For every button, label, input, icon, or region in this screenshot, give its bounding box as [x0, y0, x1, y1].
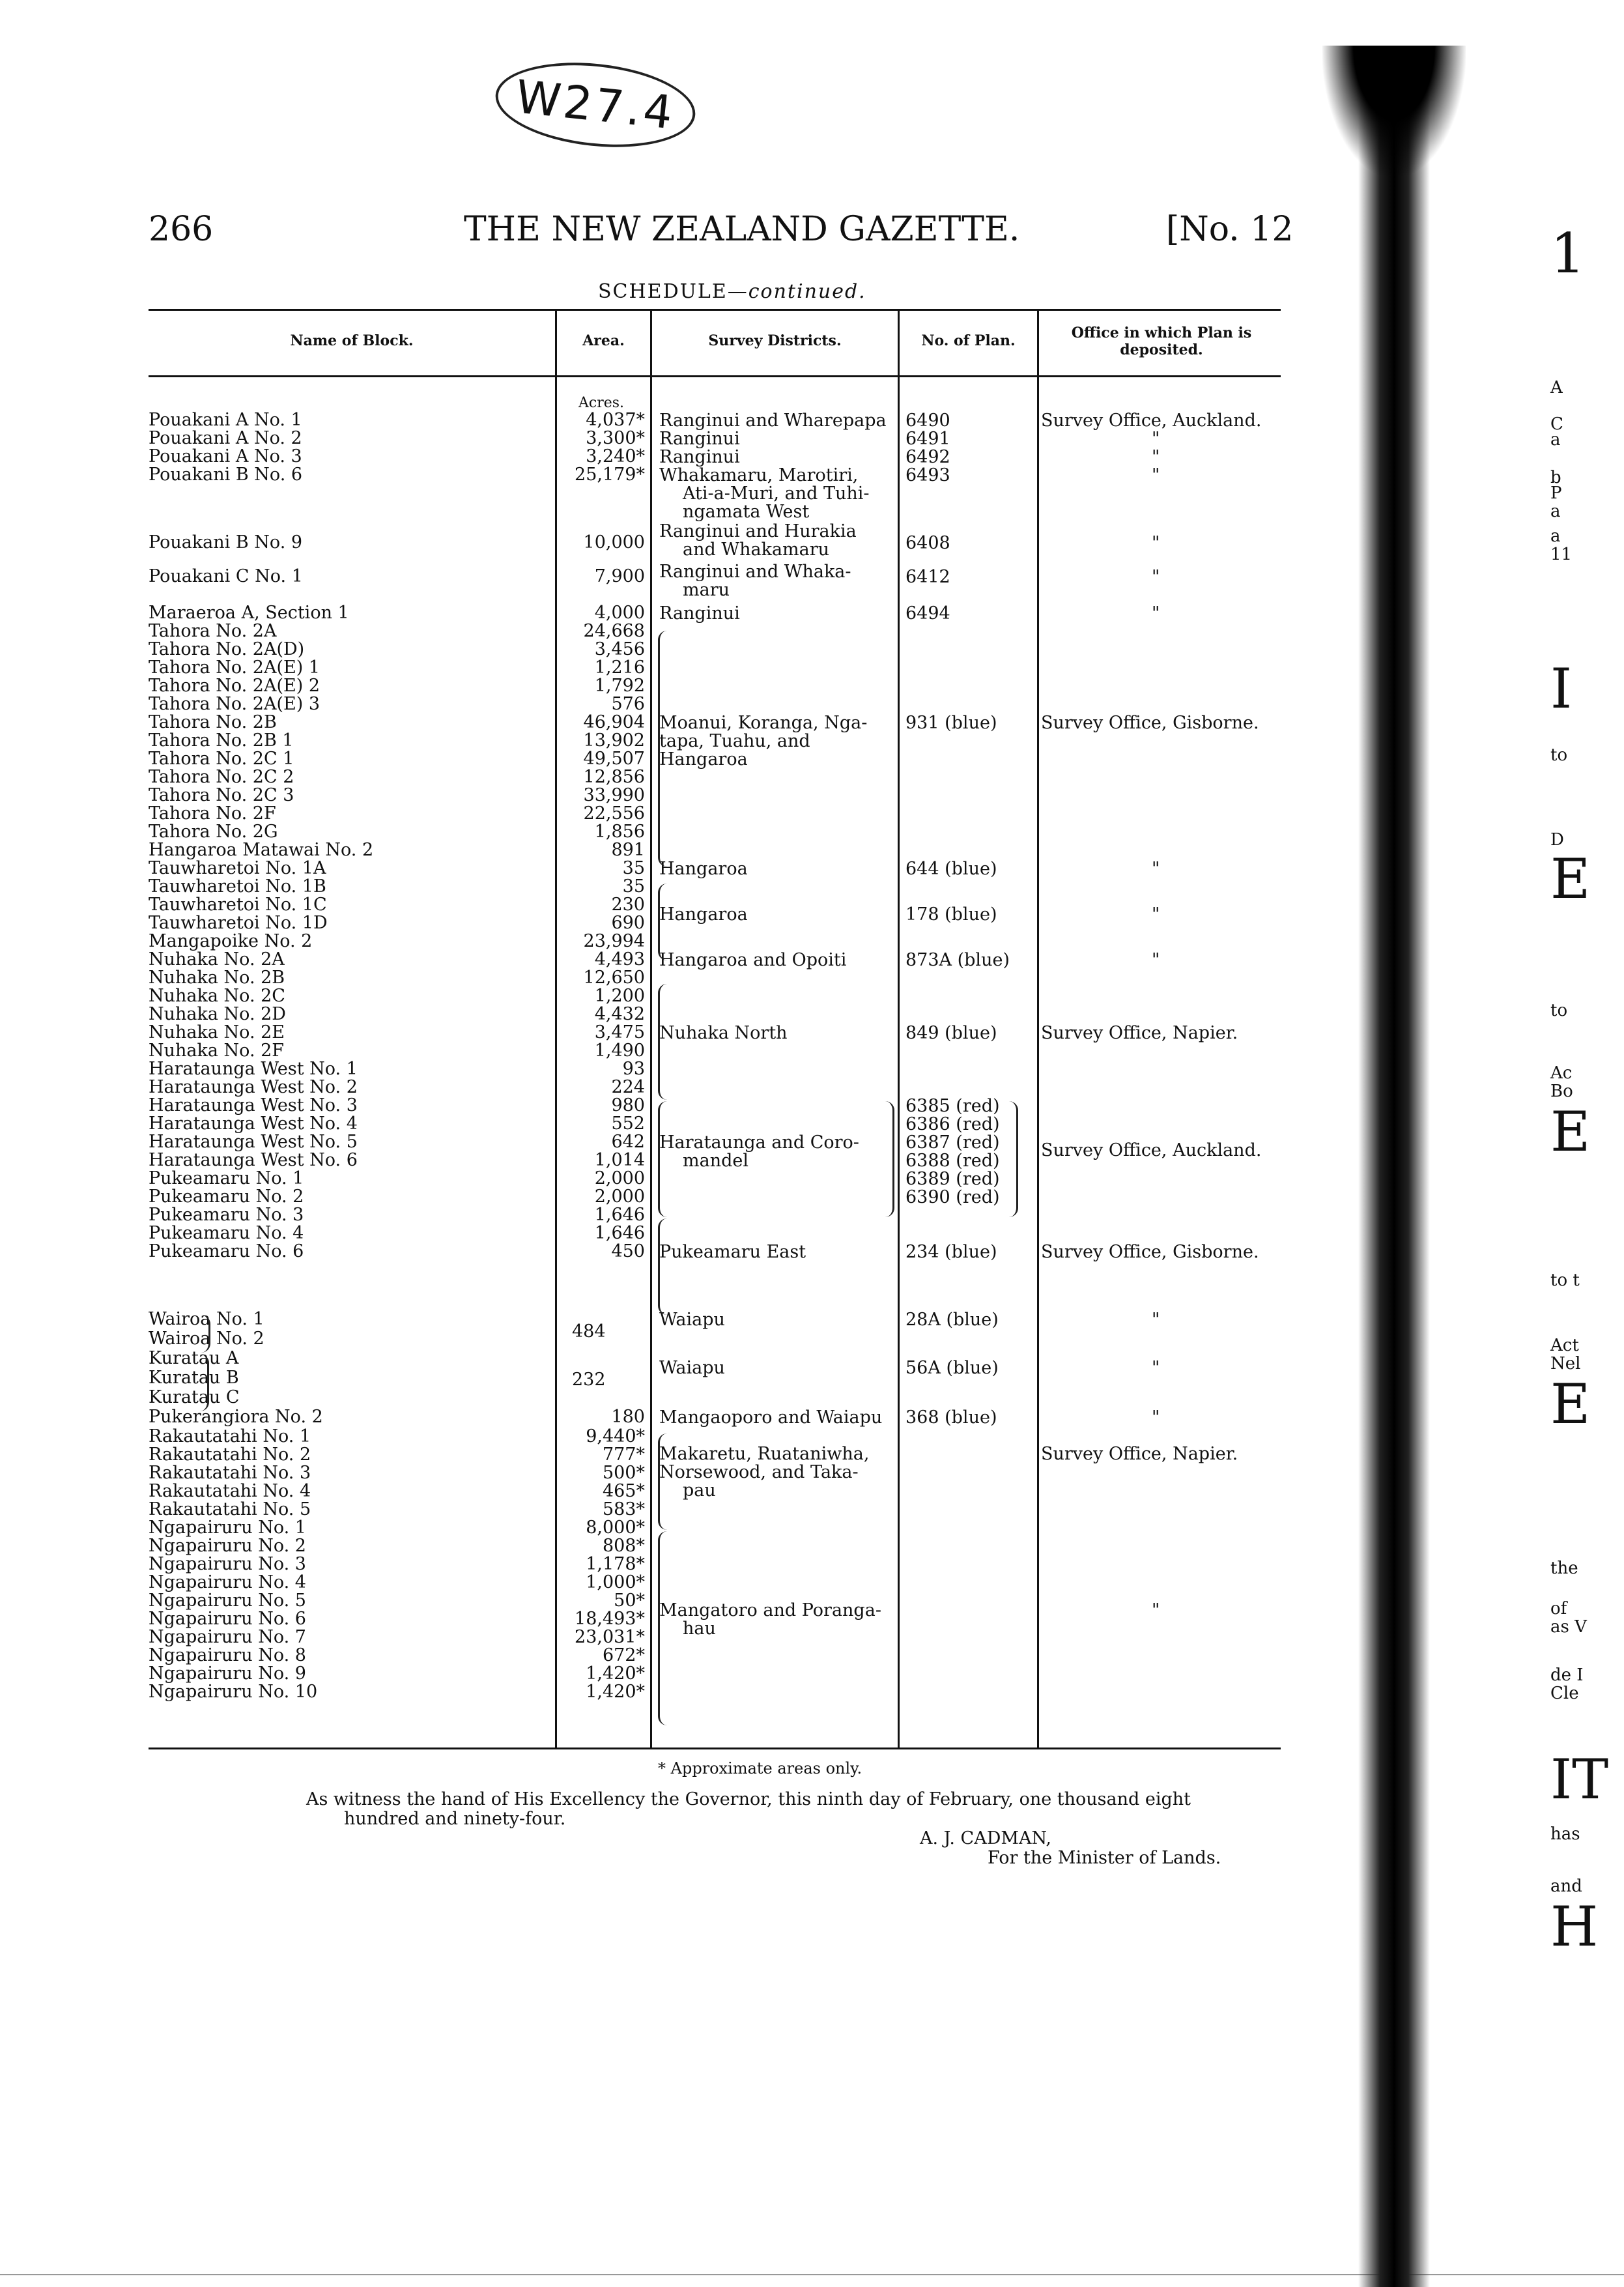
block-name: Ngapairuru No. 9	[149, 1663, 306, 1684]
brace-plan-right	[1008, 1101, 1018, 1217]
survey-district: Ranginui and Wharepapa	[659, 410, 887, 431]
block-name: Nuhaka No. 2F	[149, 1041, 285, 1061]
margin-text: Nel	[1550, 1354, 1581, 1374]
margin-text: b	[1550, 468, 1561, 487]
margin-text: to	[1550, 745, 1568, 765]
column-header-office: Office in which Plan is deposited.	[1071, 324, 1252, 358]
block-area: 8,000*	[586, 1517, 645, 1538]
block-name: Tahora No. 2C 2	[149, 767, 294, 787]
margin-text: E	[1550, 1372, 1591, 1436]
survey-office: Survey Office, Auckland.	[1041, 1140, 1262, 1160]
block-name: Rakautatahi No. 5	[149, 1499, 311, 1519]
block-area: 23,031*	[575, 1627, 645, 1647]
margin-text: A	[1550, 378, 1563, 397]
block-area: 4,432	[594, 1004, 645, 1024]
block-area: 3,456	[594, 639, 645, 659]
survey-office: Survey Office, Gisborne.	[1041, 1242, 1259, 1262]
plan-number: 6412	[905, 567, 950, 587]
block-name: Harataunga West No. 2	[149, 1077, 358, 1097]
margin-text: C	[1550, 414, 1563, 434]
plan-number: 368 (blue)	[905, 1407, 997, 1428]
survey-office: "	[1152, 950, 1160, 970]
survey-district: Mangatoro and Poranga-	[659, 1600, 881, 1620]
survey-district: Ranginui and Whaka-	[659, 562, 851, 582]
block-name: Harataunga West No. 6	[149, 1150, 358, 1170]
block-area: 3,475	[594, 1022, 645, 1043]
block-name: Pukeamaru No. 3	[149, 1205, 304, 1225]
block-area: 552	[611, 1114, 645, 1134]
brace-tauwharetoi	[658, 884, 668, 960]
survey-district: Makaretu, Ruataniwha,	[659, 1444, 870, 1464]
block-name: Tahora No. 2F	[149, 803, 276, 824]
survey-office: Survey Office, Napier.	[1041, 1023, 1238, 1043]
survey-office: "	[1152, 567, 1160, 587]
block-area: 7,900	[594, 566, 645, 586]
margin-text: 1	[1550, 222, 1586, 285]
margin-text: a	[1550, 526, 1561, 546]
survey-district: tapa, Tuahu, and	[659, 731, 810, 751]
block-area: 12,650	[583, 968, 645, 988]
block-name: Pouakani A No. 3	[149, 446, 302, 467]
brace-harataunga	[658, 1101, 668, 1217]
block-name: Pukeamaru No. 4	[149, 1223, 304, 1243]
margin-text: 11	[1550, 545, 1573, 564]
block-name: Ngapairuru No. 4	[149, 1572, 306, 1592]
block-area: 576	[611, 694, 645, 714]
block-name: Pukeamaru No. 2	[149, 1187, 304, 1207]
block-area: 1,856	[594, 822, 645, 842]
margin-text: has	[1550, 1824, 1580, 1844]
block-name: Maraeroa A, Section 1	[149, 603, 349, 623]
survey-district: maru	[683, 580, 730, 600]
plan-number: 6493	[905, 465, 950, 485]
block-name: Pouakani C No. 1	[149, 566, 303, 586]
column-divider-area	[555, 309, 557, 1748]
block-name: Kuratau A	[149, 1348, 239, 1368]
survey-office: "	[1152, 1600, 1160, 1620]
block-area: 500*	[602, 1463, 645, 1483]
survey-district: mandel	[683, 1151, 748, 1171]
block-name: Ngapairuru No. 5	[149, 1590, 306, 1611]
survey-district: Nuhaka North	[659, 1023, 788, 1043]
survey-district: Waiapu	[659, 1310, 725, 1330]
survey-district: Norsewood, and Taka-	[659, 1462, 859, 1482]
block-name: Wairoa No. 2	[149, 1329, 264, 1349]
gazette-title: THE NEW ZEALAND GAZETTE.	[464, 210, 1020, 249]
block-name: Tahora No. 2G	[149, 822, 278, 842]
block-name: Pouakani B No. 6	[149, 465, 303, 485]
margin-text: as V	[1550, 1617, 1587, 1637]
block-area: 1,216	[594, 657, 645, 678]
block-area: 35	[622, 858, 645, 878]
block-name: Ngapairuru No. 1	[149, 1517, 306, 1538]
wairoa-group-area: 484	[572, 1321, 606, 1342]
margin-text: a	[1550, 502, 1561, 521]
survey-office: "	[1152, 429, 1160, 449]
block-name: Wairoa No. 1	[149, 1309, 264, 1329]
margin-text: D	[1550, 830, 1564, 850]
survey-district: Pukeamaru East	[659, 1242, 806, 1262]
block-name: Pukerangiora No. 2	[149, 1407, 323, 1427]
margin-text: I	[1550, 657, 1573, 721]
signature-name: A. J. CADMAN,	[920, 1828, 1051, 1848]
block-name: Ngapairuru No. 7	[149, 1627, 306, 1647]
block-name: Nuhaka No. 2B	[149, 968, 285, 988]
schedule-heading: SCHEDULE—continued.	[598, 280, 866, 303]
signature-title: For the Minister of Lands.	[988, 1848, 1221, 1868]
block-name: Rakautatahi No. 1	[149, 1426, 311, 1446]
margin-text: E	[1550, 847, 1591, 911]
block-name: Rakautatahi No. 2	[149, 1445, 311, 1465]
margin-text: to t	[1550, 1271, 1580, 1290]
column-header-plan: No. of Plan.	[921, 332, 1016, 349]
survey-district: pau	[683, 1480, 716, 1501]
block-area: 4,037*	[586, 410, 645, 430]
margin-text: a	[1550, 430, 1561, 450]
block-name: Tahora No. 2C 1	[149, 749, 294, 769]
block-area: 690	[611, 913, 645, 933]
block-area: 1,014	[594, 1150, 645, 1170]
block-name: Tahora No. 2B 1	[149, 730, 294, 751]
block-area: 180	[611, 1407, 645, 1427]
block-name: Harataunga West No. 1	[149, 1059, 358, 1079]
block-name: Hangaroa Matawai No. 2	[149, 840, 374, 860]
block-name: Tauwharetoi No. 1C	[149, 895, 327, 915]
block-area: 808*	[602, 1536, 645, 1556]
survey-district: Waiapu	[659, 1358, 725, 1378]
plan-number: 6390 (red)	[905, 1187, 1000, 1207]
survey-district: Ranginui	[659, 429, 740, 449]
block-name: Tahora No. 2C 3	[149, 785, 294, 805]
brace-wairoa	[201, 1315, 210, 1353]
block-area: 1,178*	[586, 1554, 645, 1574]
area-unit: Acres.	[578, 395, 625, 411]
issue-number: [No. 12	[1166, 210, 1294, 249]
survey-district: Hangaroa	[659, 904, 748, 925]
block-area: 4,000	[594, 603, 645, 623]
survey-office: "	[1152, 1358, 1160, 1378]
survey-office: "	[1152, 1310, 1160, 1330]
block-area: 1,420*	[586, 1663, 645, 1684]
column-divider-districts	[650, 309, 652, 1748]
witness-line-2: hundred and ninety-four.	[344, 1809, 566, 1829]
margin-text: Bo	[1550, 1082, 1573, 1101]
block-area: 1,490	[594, 1041, 645, 1061]
survey-district: Whakamaru, Marotiri,	[659, 465, 859, 485]
survey-office: "	[1152, 1407, 1160, 1428]
plan-number: 6387 (red)	[905, 1132, 1000, 1153]
survey-district: hau	[683, 1618, 716, 1639]
block-name: Nuhaka No. 2D	[149, 1004, 286, 1024]
block-name: Pukeamaru No. 6	[149, 1241, 304, 1261]
margin-text: H	[1550, 1895, 1599, 1959]
archive-stamp: W27.4	[491, 53, 699, 156]
plan-number: 6408	[905, 533, 950, 553]
survey-district: and Whakamaru	[683, 539, 830, 560]
block-area: 583*	[602, 1499, 645, 1519]
block-area: 24,668	[583, 621, 645, 641]
block-name: Tahora No. 2A(D)	[149, 639, 305, 659]
survey-district: Moanui, Koranga, Nga-	[659, 713, 868, 733]
plan-number: 28A (blue)	[905, 1310, 999, 1330]
brace-ngapairuru	[658, 1531, 668, 1725]
column-divider-plan	[898, 309, 900, 1748]
plan-number: 6491	[905, 429, 950, 449]
plan-number: 56A (blue)	[905, 1358, 999, 1378]
margin-text: IT	[1550, 1748, 1609, 1811]
survey-office: Survey Office, Gisborne.	[1041, 713, 1259, 733]
block-name: Rakautatahi No. 3	[149, 1463, 311, 1483]
block-name: Pouakani B No. 9	[149, 532, 303, 553]
plan-number: 6385 (red)	[905, 1096, 1000, 1116]
block-name: Tahora No. 2B	[149, 712, 277, 732]
margin-text: Act	[1550, 1336, 1579, 1355]
column-header-area: Area.	[582, 332, 625, 349]
survey-office: "	[1152, 533, 1160, 553]
plan-number: 234 (blue)	[905, 1242, 997, 1262]
block-area: 9,440*	[586, 1426, 645, 1446]
block-area: 23,994	[583, 931, 645, 951]
block-area: 980	[611, 1095, 645, 1115]
block-area: 672*	[602, 1645, 645, 1665]
survey-district: Hangaroa	[659, 749, 748, 770]
plan-number: 6388 (red)	[905, 1151, 1000, 1171]
witness-line-1: As witness the hand of His Excellency the Governor, this ninth day of February, one thousand eight	[306, 1789, 1191, 1809]
plan-number: 6494	[905, 603, 950, 624]
block-name: Nuhaka No. 2C	[149, 986, 285, 1006]
block-name: Nuhaka No. 2E	[149, 1022, 285, 1043]
block-area: 50*	[614, 1590, 645, 1611]
block-area: 777*	[602, 1445, 645, 1465]
binding-shadow-top	[1322, 46, 1466, 176]
block-name: Kuratau C	[149, 1387, 240, 1407]
block-name: Tauwharetoi No. 1A	[149, 858, 326, 878]
survey-district: ngamata West	[683, 502, 810, 522]
survey-district: Ranginui and Hurakia	[659, 521, 857, 541]
block-name: Harataunga West No. 5	[149, 1132, 358, 1152]
survey-district: Hangaroa and Opoiti	[659, 950, 847, 970]
block-area: 49,507	[583, 749, 645, 769]
block-name: Harataunga West No. 3	[149, 1095, 358, 1115]
block-name: Ngapairuru No. 6	[149, 1609, 306, 1629]
table-header-rule	[149, 375, 1281, 377]
block-area: 18,493*	[575, 1609, 645, 1629]
block-area: 1,200	[594, 986, 645, 1006]
plan-number: 644 (blue)	[905, 859, 997, 879]
brace-tahora	[658, 631, 668, 867]
block-name: Tauwharetoi No. 1B	[149, 876, 326, 897]
block-area: 46,904	[583, 712, 645, 732]
block-area: 25,179*	[575, 465, 645, 485]
survey-office: "	[1152, 904, 1160, 925]
block-name: Ngapairuru No. 8	[149, 1645, 306, 1665]
brace-nuhaka	[658, 984, 668, 1100]
survey-office: "	[1152, 603, 1160, 624]
block-area: 891	[611, 840, 645, 860]
block-area: 2,000	[594, 1168, 645, 1188]
plan-number: 931 (blue)	[905, 713, 997, 733]
plan-number: 6386 (red)	[905, 1114, 1000, 1134]
block-area: 450	[611, 1241, 645, 1261]
column-header-name: Name of Block.	[290, 332, 414, 349]
block-name: Ngapairuru No. 2	[149, 1536, 306, 1556]
plan-number: 6492	[905, 447, 950, 467]
table-top-rule	[149, 309, 1281, 311]
margin-text: Ac	[1550, 1063, 1573, 1083]
block-area: 1,646	[594, 1223, 645, 1243]
block-area: 13,902	[583, 730, 645, 751]
block-area: 35	[622, 876, 645, 897]
block-name: Tahora No. 2A(E) 1	[149, 657, 321, 678]
block-area: 93	[622, 1059, 645, 1079]
column-divider-office	[1037, 309, 1039, 1748]
survey-office: Survey Office, Napier.	[1041, 1444, 1238, 1464]
block-area: 1,420*	[586, 1682, 645, 1702]
block-name: Ngapairuru No. 10	[149, 1682, 318, 1702]
page-number: 266	[149, 210, 214, 249]
survey-district: Mangaoporo and Waiapu	[659, 1407, 883, 1428]
survey-district: Harataunga and Coro-	[659, 1132, 859, 1153]
survey-office: "	[1152, 859, 1160, 879]
block-area: 230	[611, 895, 645, 915]
block-area: 2,000	[594, 1187, 645, 1207]
survey-office: Survey Office, Auckland.	[1041, 410, 1262, 431]
margin-text: and	[1550, 1877, 1582, 1896]
survey-district: Ranginui	[659, 447, 740, 467]
margin-text: the	[1550, 1559, 1578, 1578]
block-name: Harataunga West No. 4	[149, 1114, 358, 1134]
block-area: 22,556	[583, 803, 645, 824]
block-area: 1,646	[594, 1205, 645, 1225]
block-name: Pukeamaru No. 1	[149, 1168, 304, 1188]
block-area: 224	[611, 1077, 645, 1097]
margin-text: of	[1550, 1599, 1567, 1618]
plan-number: 178 (blue)	[905, 904, 997, 925]
margin-text: E	[1550, 1100, 1591, 1164]
block-name: Ngapairuru No. 3	[149, 1554, 306, 1574]
survey-district: Ranginui	[659, 603, 740, 624]
survey-office: "	[1152, 447, 1160, 467]
block-area: 3,240*	[586, 446, 645, 467]
footnote: * Approximate areas only.	[658, 1759, 862, 1777]
survey-office: "	[1152, 465, 1160, 485]
margin-text: de I	[1550, 1665, 1584, 1685]
block-area: 465*	[602, 1481, 645, 1501]
brace-plan-left	[885, 1101, 894, 1217]
block-name: Pouakani A No. 2	[149, 428, 302, 448]
binding-shadow	[1358, 46, 1430, 2287]
plan-number: 6389 (red)	[905, 1169, 1000, 1189]
brace-rakautatahi	[658, 1433, 668, 1530]
plan-number: 873A (blue)	[905, 950, 1010, 970]
margin-text: Cle	[1550, 1684, 1579, 1703]
block-name: Kuratau B	[149, 1368, 239, 1388]
block-area: 1,792	[594, 676, 645, 696]
block-name: Mangapoike No. 2	[149, 931, 313, 951]
block-name: Pouakani A No. 1	[149, 410, 302, 430]
block-name: Nuhaka No. 2A	[149, 949, 285, 970]
table-bottom-rule	[149, 1748, 1281, 1749]
block-area: 12,856	[583, 767, 645, 787]
margin-text: P	[1550, 483, 1562, 503]
kuratau-group-area: 232	[572, 1370, 606, 1390]
brace-kuratau	[199, 1354, 209, 1411]
block-name: Rakautatahi No. 4	[149, 1481, 311, 1501]
block-name: Tahora No. 2A	[149, 621, 277, 641]
margin-text: to	[1550, 1001, 1568, 1020]
survey-district: Hangaroa	[659, 859, 748, 879]
block-area: 33,990	[583, 785, 645, 805]
plan-number: 849 (blue)	[905, 1023, 997, 1043]
block-name: Tahora No. 2A(E) 3	[149, 694, 321, 714]
block-area: 10,000	[583, 532, 645, 553]
column-header-districts: Survey Districts.	[708, 332, 842, 349]
block-area: 642	[611, 1132, 645, 1152]
block-name: Tauwharetoi No. 1D	[149, 913, 328, 933]
block-name: Tahora No. 2A(E) 2	[149, 676, 321, 696]
survey-district: Ati-a-Muri, and Tuhi-	[683, 483, 870, 504]
plan-number: 6490	[905, 410, 950, 431]
block-area: 4,493	[594, 949, 645, 970]
block-area: 3,300*	[586, 428, 645, 448]
brace-pukeamaru	[658, 1218, 668, 1315]
block-area: 1,000*	[586, 1572, 645, 1592]
